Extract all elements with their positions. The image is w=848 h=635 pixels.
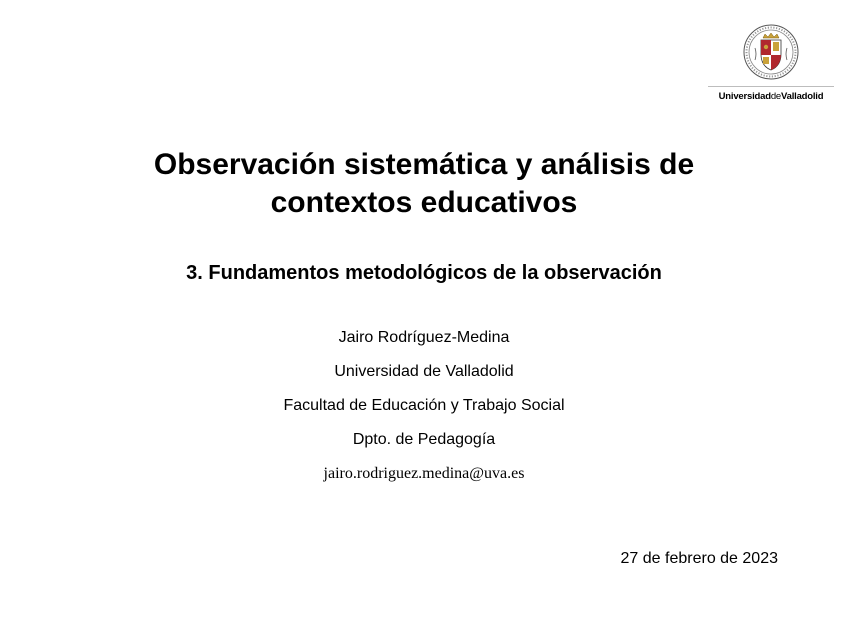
- wordmark-part-3: Valladolid: [781, 91, 824, 102]
- author-block: [0, 326, 848, 486]
- slide-title: [0, 146, 848, 222]
- university-wordmark: [708, 92, 834, 102]
- wordmark-part-1: Universidad: [718, 91, 771, 102]
- university-logo: [708, 24, 834, 102]
- slide-subtitle: 3. Fundamentos metodológicos de la observación: [186, 262, 662, 284]
- wordmark-part-2: de: [770, 91, 781, 102]
- author-name: Jairo Rodríguez-Medina: [338, 329, 510, 346]
- title-line-2: contextos educativos: [270, 186, 578, 219]
- author-email[interactable]: jairo.rodriguez.medina@uva.es: [323, 465, 525, 482]
- logo-divider: [708, 86, 834, 87]
- presentation-date: 27 de febrero de 2023: [620, 550, 778, 567]
- university-seal-icon: [743, 24, 799, 80]
- title-line-1: Observación sistemática y análisis de: [153, 148, 695, 181]
- author-university: Universidad de Valladolid: [334, 363, 514, 380]
- author-department: Dpto. de Pedagogía: [352, 431, 496, 448]
- author-faculty: Facultad de Educación y Trabajo Social: [283, 397, 565, 414]
